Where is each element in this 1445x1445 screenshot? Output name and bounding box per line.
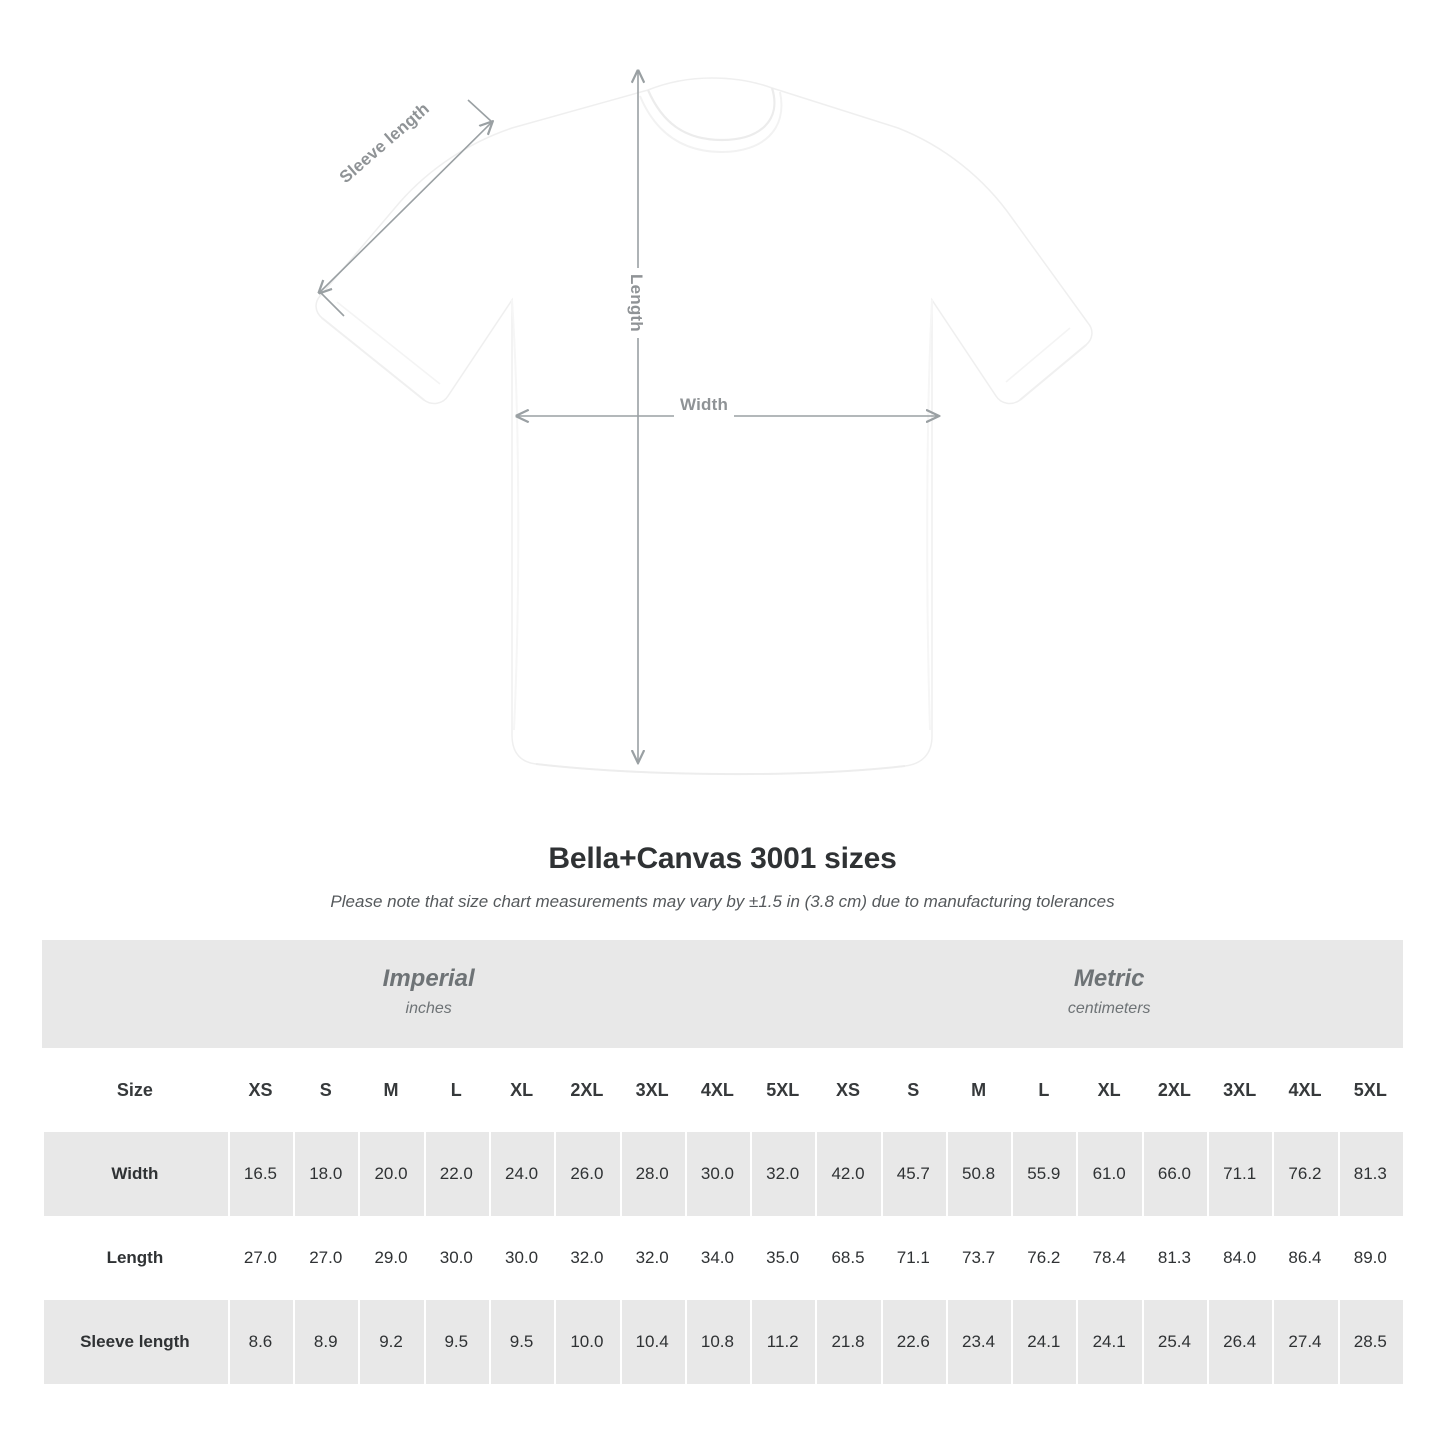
metric-header-cell [815, 940, 1403, 1048]
table-row-sleeve-length [42, 1300, 1403, 1384]
size-col-imp-4xl: 4XL [685, 1048, 750, 1132]
size-table-wrap [42, 940, 1403, 1384]
sleeve-met-s: 22.6 [881, 1300, 946, 1384]
length-imp-2xl: 32.0 [554, 1216, 619, 1300]
sleeve-met-2xl: 25.4 [1142, 1300, 1207, 1384]
sleeve-met-xs: 21.8 [815, 1300, 880, 1384]
sleeve-imp-3xl: 10.4 [620, 1300, 685, 1384]
table-row-length [42, 1216, 1403, 1300]
length-met-m: 73.7 [946, 1216, 1011, 1300]
shirt-shape [316, 78, 1092, 774]
length-label: Length [624, 268, 648, 338]
title-block [0, 842, 1445, 912]
size-col-met-l: L [1011, 1048, 1076, 1132]
size-row-label: Size [42, 1048, 228, 1132]
length-met-xs: 68.5 [815, 1216, 880, 1300]
width-met-l: 55.9 [1011, 1132, 1076, 1216]
size-col-imp-3xl: 3XL [620, 1048, 685, 1132]
sleeve-imp-l: 9.5 [424, 1300, 489, 1384]
table-row-width [42, 1132, 1403, 1216]
size-header-row [42, 1048, 1403, 1132]
size-col-met-m: M [946, 1048, 1011, 1132]
sleeve-met-3xl: 26.4 [1207, 1300, 1272, 1384]
imperial-header-cell [42, 940, 815, 1048]
length-imp-l: 30.0 [424, 1216, 489, 1300]
sleeve-length-label: Sleeve length [330, 94, 439, 194]
width-imp-m: 20.0 [358, 1132, 423, 1216]
sleeve-met-xl: 24.1 [1076, 1300, 1141, 1384]
length-met-3xl: 84.0 [1207, 1216, 1272, 1300]
sleeve-imp-m: 9.2 [358, 1300, 423, 1384]
metric-title: Metric [1073, 964, 1145, 992]
sleeve-imp-5xl: 11.2 [750, 1300, 815, 1384]
length-met-4xl: 86.4 [1272, 1216, 1337, 1300]
sleeve-met-5xl: 28.5 [1338, 1300, 1403, 1384]
size-col-met-3xl: 3XL [1207, 1048, 1272, 1132]
width-met-4xl: 76.2 [1272, 1132, 1337, 1216]
imperial-subtitle: inches [405, 999, 452, 1017]
size-col-met-2xl: 2XL [1142, 1048, 1207, 1132]
sleeve-imp-4xl: 10.8 [685, 1300, 750, 1384]
width-label: Width [674, 393, 734, 417]
width-imp-xl: 24.0 [489, 1132, 554, 1216]
row-label-width: Width [42, 1132, 228, 1216]
width-met-xl: 61.0 [1076, 1132, 1141, 1216]
width-imp-4xl: 30.0 [685, 1132, 750, 1216]
length-imp-5xl: 35.0 [750, 1216, 815, 1300]
width-met-2xl: 66.0 [1142, 1132, 1207, 1216]
length-met-2xl: 81.3 [1142, 1216, 1207, 1300]
size-col-imp-l: L [424, 1048, 489, 1132]
size-col-met-5xl: 5XL [1338, 1048, 1403, 1132]
page-title: Bella+Canvas 3001 sizes [548, 842, 897, 875]
size-table [42, 940, 1403, 1384]
unit-header-row [42, 940, 1403, 1048]
length-met-s: 71.1 [881, 1216, 946, 1300]
length-imp-3xl: 32.0 [620, 1216, 685, 1300]
length-met-5xl: 89.0 [1338, 1216, 1403, 1300]
size-col-met-4xl: 4XL [1272, 1048, 1337, 1132]
size-col-imp-xl: XL [489, 1048, 554, 1132]
imperial-title: Imperial [382, 964, 475, 992]
size-col-imp-5xl: 5XL [750, 1048, 815, 1132]
length-imp-m: 29.0 [358, 1216, 423, 1300]
length-imp-xs: 27.0 [228, 1216, 293, 1300]
row-label-sleeve-length: Sleeve length [42, 1300, 228, 1384]
sleeve-imp-2xl: 10.0 [554, 1300, 619, 1384]
width-met-5xl: 81.3 [1338, 1132, 1403, 1216]
length-imp-4xl: 34.0 [685, 1216, 750, 1300]
size-col-met-xs: XS [815, 1048, 880, 1132]
sleeve-imp-xl: 9.5 [489, 1300, 554, 1384]
metric-subtitle: centimeters [1067, 999, 1151, 1017]
tolerance-note: Please note that size chart measurements may vary by ±1.5 in (3.8 cm) due to manufacturing tolerances [330, 892, 1115, 911]
width-met-xs: 42.0 [815, 1132, 880, 1216]
width-imp-l: 22.0 [424, 1132, 489, 1216]
length-met-l: 76.2 [1011, 1216, 1076, 1300]
sleeve-met-m: 23.4 [946, 1300, 1011, 1384]
width-met-3xl: 71.1 [1207, 1132, 1272, 1216]
length-imp-xl: 30.0 [489, 1216, 554, 1300]
length-imp-s: 27.0 [293, 1216, 358, 1300]
size-col-met-xl: XL [1076, 1048, 1141, 1132]
width-imp-3xl: 28.0 [620, 1132, 685, 1216]
sleeve-imp-xs: 8.6 [228, 1300, 293, 1384]
width-met-m: 50.8 [946, 1132, 1011, 1216]
width-imp-s: 18.0 [293, 1132, 358, 1216]
row-label-length: Length [42, 1216, 228, 1300]
sleeve-met-4xl: 27.4 [1272, 1300, 1337, 1384]
size-col-imp-m: M [358, 1048, 423, 1132]
width-met-s: 45.7 [881, 1132, 946, 1216]
width-imp-xs: 16.5 [228, 1132, 293, 1216]
size-col-imp-2xl: 2XL [554, 1048, 619, 1132]
size-col-imp-xs: XS [228, 1048, 293, 1132]
size-col-imp-s: S [293, 1048, 358, 1132]
size-col-met-s: S [881, 1048, 946, 1132]
sleeve-met-l: 24.1 [1011, 1300, 1076, 1384]
sleeve-imp-s: 8.9 [293, 1300, 358, 1384]
width-imp-2xl: 26.0 [554, 1132, 619, 1216]
length-met-xl: 78.4 [1076, 1216, 1141, 1300]
width-imp-5xl: 32.0 [750, 1132, 815, 1216]
